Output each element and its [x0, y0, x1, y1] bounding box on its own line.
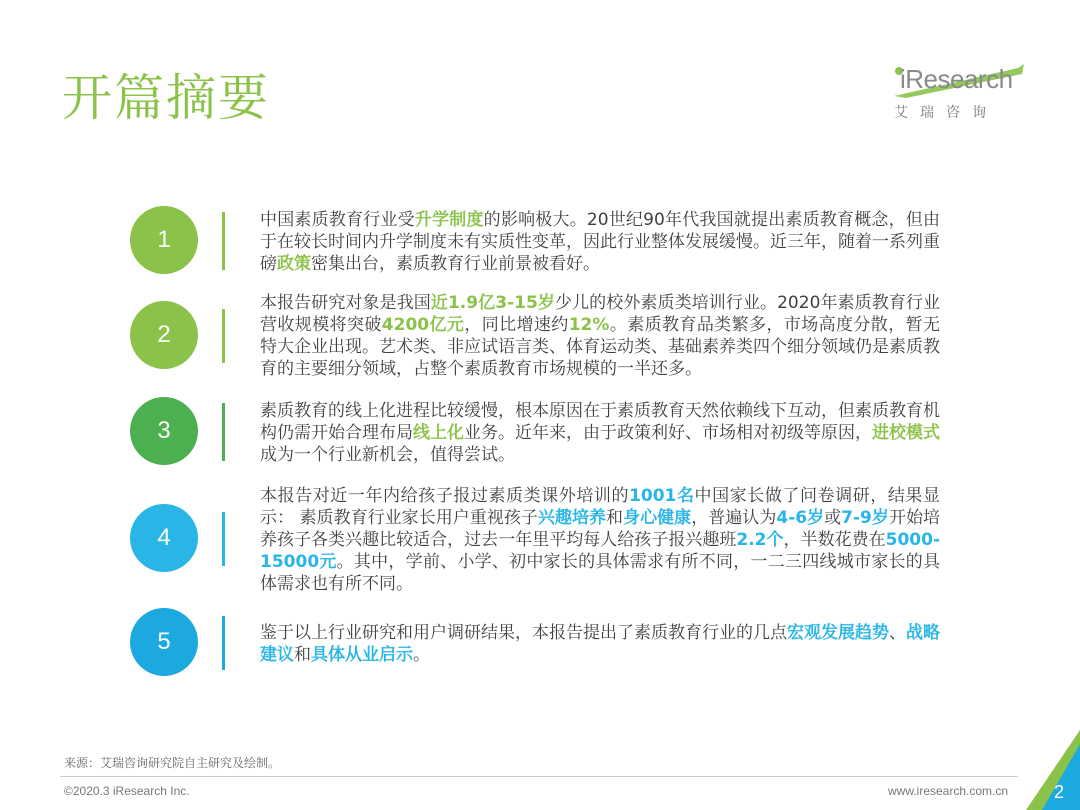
body-text: 。	[413, 645, 430, 665]
body-text: 业务。近年来，由于政策利好、市场相对初级等原因，	[464, 423, 872, 443]
highlight-text: 近1.9亿3-15岁	[430, 293, 555, 313]
body-text: ，半数花费在	[783, 530, 886, 550]
body-text: 少儿的校外素质类培训行业。2020年素质教育行业营收规模将突破	[260, 293, 940, 335]
source-note: 来源：艾瑞咨询研究院自主研究及绘制。	[64, 756, 281, 770]
body-text: 的影响极大。20世纪90年代我国就提出素质教育概念，但由于在较长时间内升学制度未有实质性变革，因此行业整体发展缓慢。近三年，随着一系列重磅	[260, 210, 941, 274]
item-text	[260, 485, 940, 595]
website-link[interactable]: www.iresearch.com.cn	[888, 784, 1009, 798]
item-divider	[222, 616, 225, 670]
item-number-badge: 2	[130, 301, 198, 369]
page-number: 2	[1054, 782, 1065, 802]
copyright: ©2020.3 iResearch Inc.	[64, 784, 190, 798]
item-divider	[222, 403, 225, 461]
highlight-text: 线上化	[413, 423, 464, 443]
highlight-text: 1001名	[629, 486, 695, 506]
body-text: 本报告研究对象是我国	[260, 293, 431, 313]
footer-divider	[60, 776, 1018, 777]
item-divider	[222, 512, 225, 566]
body-text: 密集出台，素质教育行业前景被看好。	[311, 254, 600, 274]
body-text: 中国素质教育行业受	[260, 210, 415, 230]
highlight-text: 进校模式	[872, 423, 940, 443]
item-number-badge: 5	[130, 608, 198, 676]
body-text: 。素质教育品类繁多，市场高度分散，暂无特大企业出现。艺术类、非应试语言类、体育运动类、基础素养类四个细分领域仍是素质教育的主要细分领域，占整个素质教育市场规模的一半还多。	[260, 315, 941, 379]
body-text: 鉴于以上行业研究和用户调研结果，本报告提出了素质教育行业的几点	[260, 623, 787, 643]
item-text	[260, 292, 940, 380]
highlight-text: 具体从业启示	[311, 645, 413, 665]
highlight-text: 战略建议	[260, 623, 940, 665]
body-text: 和	[294, 645, 311, 665]
item-divider	[222, 309, 225, 363]
body-text: 或	[824, 508, 842, 528]
highlight-text: 7-9岁	[841, 508, 889, 528]
highlight-text: 4-6岁	[776, 508, 825, 528]
body-text: 本报告对近一年内给孩子报过素质类课外培训的	[260, 486, 630, 506]
body-text: 中国家长做了问卷调研，结果显示： 素质教育行业家长用户重视孩子	[260, 486, 940, 528]
highlight-text: 4200亿元	[381, 315, 465, 335]
item-text	[260, 209, 940, 275]
item-number-badge: 1	[130, 206, 198, 274]
highlight-text: 兴趣培养	[537, 508, 607, 528]
body-text: ，普遍认为	[691, 508, 777, 528]
logo-subtitle: 艾瑞咨询	[894, 105, 998, 121]
body-text: ，同比增速约	[464, 315, 569, 335]
highlight-text: 2.2个	[736, 530, 784, 550]
page-title: 开篇摘要	[62, 69, 270, 127]
item-number-badge: 4	[130, 504, 198, 572]
corner-decoration	[1020, 730, 1080, 810]
body-text: 成为一个行业新机会，值得尝试。	[260, 445, 515, 465]
body-text: 素质教育的线上化进程比较缓慢，根本原因在于素质教育天然依赖线下互动，但素质教育机构仍需开始合理布局	[260, 401, 940, 443]
highlight-text: 5000-15000元	[260, 530, 941, 572]
iresearch-logo	[890, 62, 1030, 126]
item-divider	[222, 212, 225, 270]
body-text: 、	[889, 623, 906, 643]
highlight-text: 宏观发展趋势	[787, 623, 889, 643]
body-text: 。其中，学前、小学、初中家长的具体需求有所不同，一二三四线城市家长的具体需求也有所不同。	[260, 552, 940, 594]
item-number-badge: 3	[130, 397, 198, 465]
body-text: 和	[606, 508, 624, 528]
body-text: 开始培养孩子各类兴趣比较适合，过去一年里平均每人给孩子报兴趣班	[260, 508, 941, 550]
highlight-text: 身心健康	[623, 508, 692, 528]
highlight-text: 12%	[568, 315, 610, 335]
highlight-text: 政策	[277, 254, 311, 274]
item-text	[260, 622, 940, 666]
logo-wordmark: iResearch	[900, 64, 1013, 94]
highlight-text: 升学制度	[414, 210, 484, 230]
item-text	[260, 400, 940, 466]
